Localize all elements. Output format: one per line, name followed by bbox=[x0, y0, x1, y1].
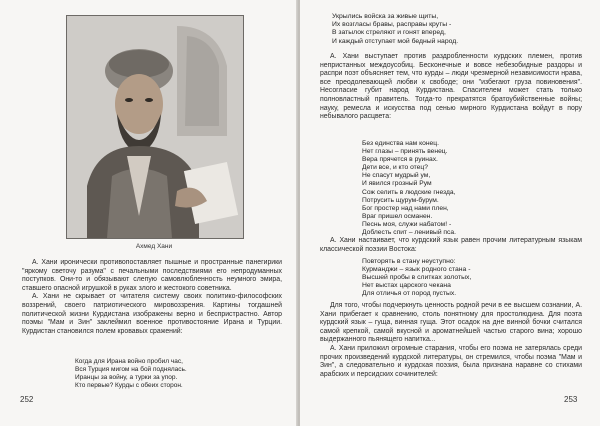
poem-line: Дети все, и кто отец? bbox=[362, 164, 428, 172]
poem-line: Высшей пробы в слитках золотых, bbox=[362, 274, 472, 282]
poem-line: Сож селить в людские гнезда, bbox=[362, 188, 456, 196]
poem-line: Песнь моя, служи набатом! - bbox=[362, 220, 452, 228]
paragraph: А. Хани не скрывает от читателя систему своих политико-философских воззрений, своего патриотического мировоззрения. Картины тогдашней политической жизни Курдистана изображены верно и беспристрастно. Автор поэмы "Мам и Зин" заклеймил военное противостояние Ирана и Турции. Курдистан становился полем кровавых сражений: bbox=[22, 293, 282, 335]
portrait-image bbox=[66, 15, 244, 239]
right-paragraph-3 bbox=[320, 302, 582, 379]
poem-line: Без единства нам конец. bbox=[362, 140, 439, 147]
left-page bbox=[0, 0, 298, 426]
right-paragraph-1 bbox=[320, 53, 582, 122]
portrait-illustration bbox=[67, 16, 243, 238]
poem-line: Вера прячется в руинах. bbox=[362, 156, 438, 164]
paragraph: А. Хани выступает против раздробленности курдских племен, против непристанных междоусобиц. Бесконечные и вовсе небезобидные раздоры и распри поэт объясняет тем, что курды – люди чрезмерной независимости нрава, все преодолевающей любви к свободе; они "избегают груза повиновения". Несогласие губит народ Курдистана. Спасителем может стать только полновластный правитель. Тогда-то прекратятся братоубийственные войны; науку, ремесла и искусства под сенью мирного Курдистана войдут в пору небывалого расцвета: bbox=[320, 53, 582, 121]
poem-line: Укрылись войска за живые щиты, bbox=[332, 13, 439, 20]
poem-line: Враг пришел османен. bbox=[362, 212, 433, 220]
poem-line: Не спасут мудрый ум, bbox=[362, 172, 431, 180]
right-middle-poem bbox=[362, 140, 532, 237]
paragraph: А. Хани настаивает, что курдский язык равен прочим литературным языкам классической поэзии Востока: bbox=[320, 237, 582, 253]
poem-line: Повторять в стану неуступно: bbox=[362, 258, 456, 265]
poem-line: И явился грозный Рум bbox=[362, 180, 432, 188]
poem-line: Для отличья от пород пустых. bbox=[362, 290, 457, 298]
paragraph: А. Хани приложил огромные старания, чтобы его поэма не затерялась среди прочих произведений курдской литературы, он стремился, чтобы поэма "Мам и Зин", а следовательно и курдская поэзия, была признана наравне со стихами арабских и персидских сочинителей: bbox=[320, 344, 582, 378]
poem-line: И каждый отступает мой бедный народ. bbox=[332, 37, 459, 45]
poem-line: Когда для Ирана войно пробил час, bbox=[75, 358, 183, 365]
poem-line: Курманджи – язык родного стана - bbox=[362, 266, 471, 274]
right-bottom-poem bbox=[362, 258, 532, 298]
poem-line: Кто первые? Курды с обеих сторон. bbox=[75, 382, 183, 389]
paragraph: Для того, чтобы подчеркнуть ценность родной речи в ее высшем сознании, А. Хани прибегает к сравнению, столь понятному для простолюдина. Для поэта курдский язык – гуща, винная гуща. Этот осадок на дне винной бочки считался самой крепкой, самой вкусной и ароматнейшей частью старого вина; хорошо выдержанного пьянящего напитка... bbox=[320, 302, 582, 344]
poem-line: Нет глазы – принять венец. bbox=[362, 148, 448, 156]
poem-line: В затылок стреляют и гонят вперед, bbox=[332, 29, 446, 37]
poem-line: Вся Турция мигом на бой поднялась. bbox=[75, 366, 187, 373]
poem-line: Бог простер над нами плен, bbox=[362, 204, 449, 212]
right-paragraph-2 bbox=[320, 237, 582, 254]
left-body-text bbox=[22, 259, 282, 336]
portrait-caption: Ахмед Хани bbox=[135, 243, 173, 250]
left-poem bbox=[75, 358, 275, 390]
poem-line: Потрусить щурум-бурум. bbox=[362, 196, 439, 204]
page-number-right: 253 bbox=[564, 395, 578, 404]
page-number-left: 252 bbox=[20, 395, 34, 404]
poem-line: Их возгласы бравы, расправы круты - bbox=[332, 21, 452, 29]
poem-line: Нет выстах царского чекана bbox=[362, 282, 451, 290]
poem-line: Доблесть спит – ленивый пса. bbox=[362, 229, 456, 237]
right-top-poem bbox=[332, 13, 532, 46]
paragraph: А. Хани иронически противопоставляет пышные и пространные панегирики "яркому светочу разума" с печальными последствиями его непродуманных поступков. Они-то и обязывают слепую самовлюбленность неумного эмира, ставшего опасной игрушкой в руках злого и жестокого советника. bbox=[22, 259, 282, 292]
poem-line: Иранцы за войну, а турки за упор. bbox=[75, 374, 178, 381]
